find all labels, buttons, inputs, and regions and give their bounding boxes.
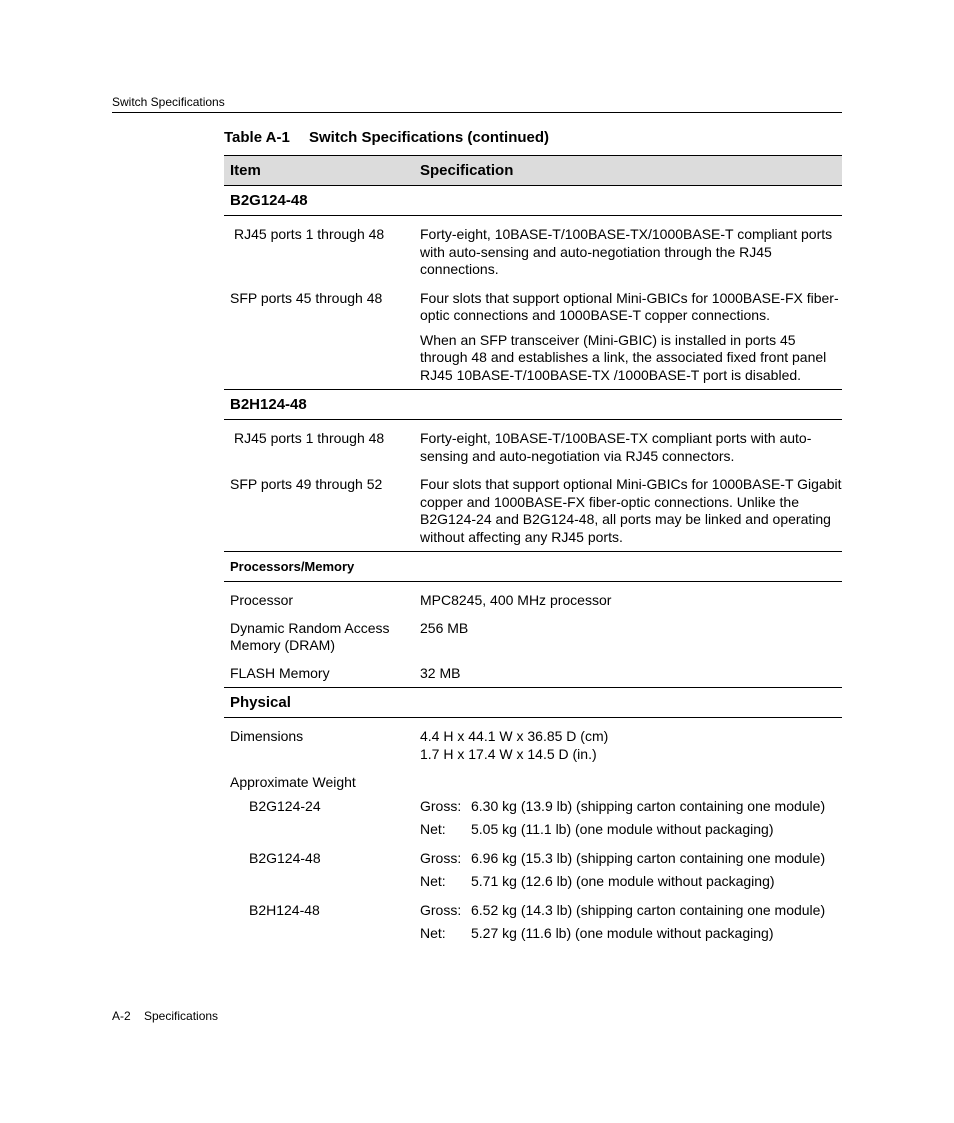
spec-cell — [420, 774, 842, 792]
group-processors-memory — [224, 582, 842, 688]
table-row — [224, 665, 842, 683]
dimensions-in: 1.7 H x 17.4 W x 14.5 D (in.) — [420, 745, 597, 762]
net-line — [420, 873, 842, 891]
net-label: Net: — [420, 821, 446, 837]
section-b2h124-48: B2H124-48 — [224, 390, 842, 420]
header-rule — [112, 112, 842, 113]
spec-cell: Forty-eight, 10BASE-T/100BASE-TX compliant ports with auto-sensing and auto-negotiation via RJ45 connectors. — [420, 430, 812, 464]
weight-row — [224, 902, 842, 943]
weight-spec — [420, 798, 842, 839]
table-row — [224, 592, 842, 610]
page-number: A-2 — [112, 1009, 131, 1023]
spec-cell: Four slots that support optional Mini-GBICs for 1000BASE-T Gigabit copper and 1000BASE-FX fiber-optic connections. Unlike the B2G124-24 and B2G124-48, all ports may be linked and operating without affecting any RJ45 ports. — [420, 476, 842, 545]
running-head: Switch Specifications — [112, 95, 225, 109]
table-row — [224, 290, 842, 385]
net-line — [420, 821, 842, 839]
spec-cell: Forty-eight, 10BASE-T/100BASE-TX/1000BASE-T compliant ports with auto-sensing and auto-negotiation through the RJ45 connections. — [420, 226, 833, 277]
weight-row — [224, 798, 842, 839]
spec-cell — [420, 290, 842, 385]
gross-label: Gross: — [420, 901, 462, 918]
model-name: B2G124-24 — [249, 797, 321, 814]
group-b2g124-48 — [224, 216, 842, 390]
item-cell: SFP ports 49 through 52 — [230, 476, 383, 492]
model-name: B2H124-48 — [249, 901, 320, 918]
gross-line — [420, 850, 842, 868]
item-cell: Dimensions — [230, 728, 304, 744]
header-spec: Specification — [420, 162, 514, 179]
weight-spec — [420, 902, 842, 943]
spec-paragraph: When an SFP transceiver (Mini-GBIC) is installed in ports 45 through 48 and establishes a link, the associated fixed front panel RJ45 10BASE-T/100BASE-TX /1000BASE-T port is disabled. — [420, 331, 827, 383]
item-cell: Dynamic Random Access Memory (DRAM) — [230, 619, 390, 653]
gross-label: Gross: — [420, 849, 462, 866]
table-title: Switch Specifications (continued) — [309, 129, 550, 146]
group-b2h124-48 — [224, 420, 842, 552]
item-cell: SFP ports 45 through 48 — [230, 289, 383, 306]
table-caption — [224, 129, 549, 146]
section-physical: Physical — [224, 688, 842, 718]
spec-cell: 32 MB — [420, 664, 461, 681]
weight-row — [224, 850, 842, 891]
table-number: Table A-1 — [224, 129, 290, 146]
net-value: 5.71 kg (12.6 lb) (one module without packaging) — [471, 873, 775, 889]
gross-line — [420, 798, 842, 816]
spec-paragraph: Four slots that support optional Mini-GBICs for 1000BASE-FX fiber-optic connections and 1000BASE-T copper connections. — [420, 289, 839, 323]
net-label: Net: — [420, 925, 446, 941]
net-value: 5.05 kg (11.1 lb) (one module without packaging) — [471, 821, 774, 837]
item-cell: RJ45 ports 1 through 48 — [234, 226, 385, 242]
spec-cell: MPC8245, 400 MHz processor — [420, 592, 612, 608]
item-cell: Approximate Weight — [230, 774, 356, 790]
spec-cell: 256 MB — [420, 619, 469, 636]
gross-label: Gross: — [420, 797, 462, 814]
footer-section: Specifications — [144, 1009, 219, 1023]
section-processors-memory: Processors/Memory — [224, 552, 842, 582]
item-cell: Processor — [230, 592, 294, 608]
spec-table — [224, 155, 842, 948]
spec-cell — [420, 728, 842, 763]
table-row — [224, 476, 842, 546]
table-row — [224, 728, 842, 763]
gross-line — [420, 902, 842, 920]
gross-value: 6.96 kg (15.3 lb) (shipping carton containing one module) — [471, 849, 826, 866]
table-row — [224, 226, 842, 279]
item-cell: FLASH Memory — [230, 664, 330, 681]
model-name: B2G124-48 — [249, 849, 321, 866]
table-row — [224, 620, 842, 655]
table-row — [224, 430, 842, 465]
net-label: Net: — [420, 873, 446, 889]
table-row — [224, 774, 842, 792]
table-header-row — [224, 155, 842, 186]
page-footer — [112, 1009, 218, 1023]
dimensions-cm: 4.4 H x 44.1 W x 36.85 D (cm) — [420, 728, 609, 744]
net-line — [420, 925, 842, 943]
gross-value: 6.30 kg (13.9 lb) (shipping carton containing one module) — [471, 797, 826, 814]
group-physical — [224, 718, 842, 948]
weight-spec — [420, 850, 842, 891]
header-item: Item — [230, 162, 261, 179]
section-b2g124-48: B2G124-48 — [224, 186, 842, 216]
item-cell: RJ45 ports 1 through 48 — [234, 430, 385, 446]
gross-value: 6.52 kg (14.3 lb) (shipping carton containing one module) — [471, 901, 826, 918]
net-value: 5.27 kg (11.6 lb) (one module without packaging) — [471, 925, 774, 941]
